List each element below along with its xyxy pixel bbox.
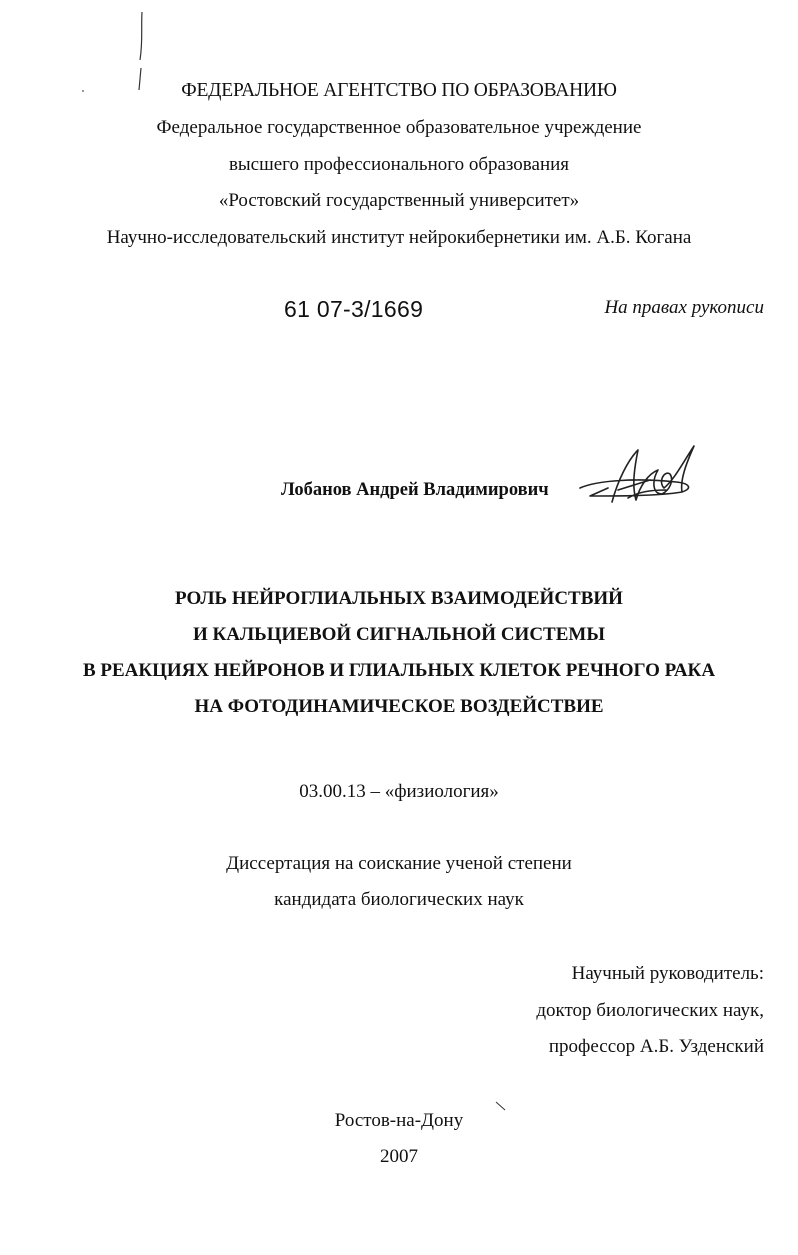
degree-line-1: Диссертация на соискание ученой степени [226,853,572,874]
university-name: «Ростовский государственный университет» [218,190,580,211]
author-name: Лобанов Андрей Владимирович [281,480,549,500]
author-signature [578,440,703,510]
agency-name: ФЕДЕРАЛЬНОЕ АГЕНТСТВО ПО ОБРАЗОВАНИЮ [181,80,617,101]
scan-tick-icon [494,1100,508,1114]
city: Ростов-на-Дону [334,1110,464,1131]
title-line-3: В РЕАКЦИЯХ НЕЙРОНОВ И ГЛИАЛЬНЫХ КЛЕТОК РЕЧНОГО РАКА [82,660,716,681]
specialty-code: 03.00.13 – «физиология» [299,781,499,802]
manuscript-rights-note: На правах рукописи [604,297,764,318]
supervisor-degree: доктор биологических наук, [536,1000,764,1021]
institution-line-2: высшего профессионального образования [228,154,570,175]
supervisor-name: профессор А.Б. Узденский [548,1036,764,1057]
degree-line-2: кандидата биологических наук [274,889,524,910]
institute-name: Научно-исследовательский институт нейрокибернетики им. А.Б. Когана [106,227,692,248]
title-line-2: И КАЛЬЦИЕВОЙ СИГНАЛЬНОЙ СИСТЕМЫ [192,624,605,645]
institution-line-1: Федеральное государственное образовательное учреждение [156,117,642,138]
title-line-4: НА ФОТОДИНАМИЧЕСКОЕ ВОЗДЕЙСТВИЕ [194,696,604,717]
year: 2007 [380,1146,418,1167]
supervisor-label: Научный руководитель: [571,963,764,984]
title-line-1: РОЛЬ НЕЙРОГЛИАЛЬНЫХ ВЗАИМОДЕЙСТВИЙ [175,588,623,609]
catalog-code: 61 07-3/1669 [284,296,424,322]
